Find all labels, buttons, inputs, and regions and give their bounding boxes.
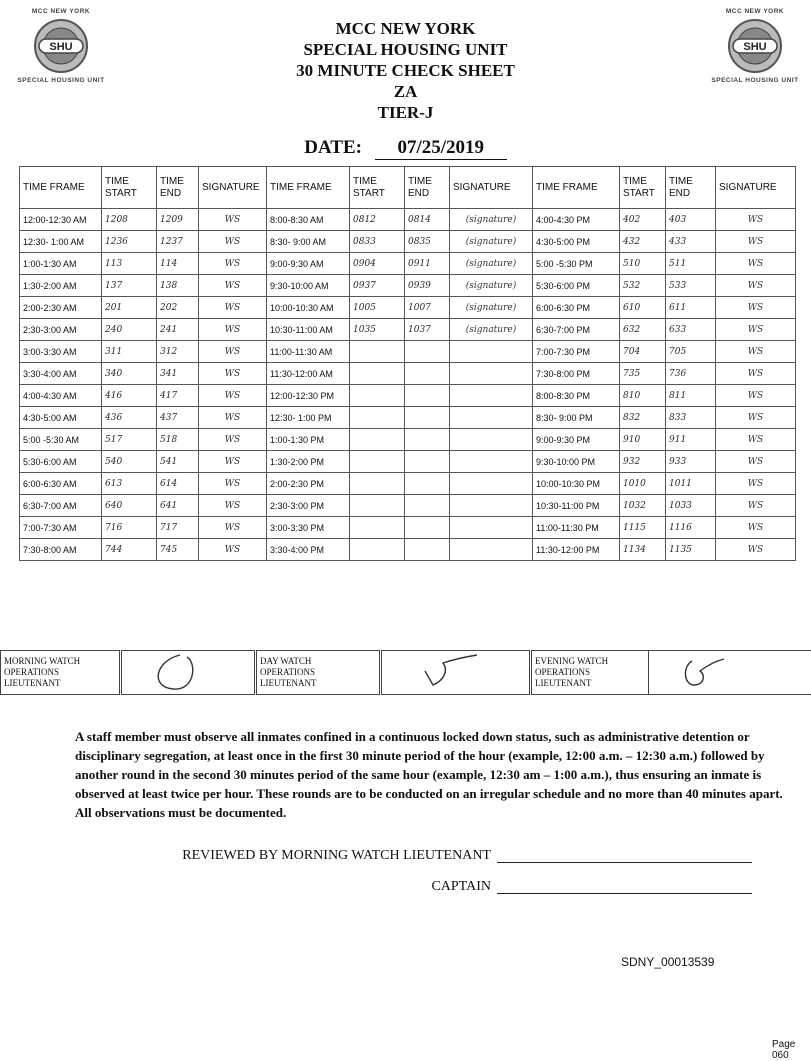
time-end-cell — [405, 363, 450, 385]
header-cell: TIME END — [666, 167, 716, 209]
title-line-4: ZA — [230, 81, 581, 102]
instructions-paragraph: A staff member must observe all inmates confined in a continuous locked down status, such as administrative detention or disciplinary segregation, at least once in the first 30 minute period of the hour (example, 12:00 a.m. – 12:30 a.m.) followed by another round in the second 30 minutes period of the same hour (example, 12:30 am – 1:00 a.m.), thus ensuring an inmate is observed at least twice per hour. These rounds are to be conducted on an irregular schedule and no more than 40 minutes apart. All observations must be documented. — [75, 727, 790, 822]
time-end-cell: 433 — [666, 231, 716, 253]
time-start-cell — [350, 451, 405, 473]
time-frame-cell: 12:00-12:30 AM — [20, 209, 102, 231]
reviewed-by-signature-line — [497, 848, 752, 863]
signature-cell: WS — [716, 363, 796, 385]
time-end-cell: 511 — [666, 253, 716, 275]
time-end-cell: 833 — [666, 407, 716, 429]
time-end-cell: 518 — [157, 429, 199, 451]
signature-cell: WS — [199, 407, 267, 429]
time-frame-cell: 12:30- 1:00 AM — [20, 231, 102, 253]
logo-bottom-text: SPECIAL HOUSING UNIT — [6, 77, 116, 84]
signature-cell: WS — [716, 341, 796, 363]
signature-cell — [450, 495, 533, 517]
signature-cell: WS — [199, 495, 267, 517]
time-start-cell: 910 — [620, 429, 666, 451]
date-value: 07/25/2019 — [375, 137, 507, 160]
time-end-cell: 745 — [157, 539, 199, 561]
signature-cell: WS — [199, 341, 267, 363]
time-start-cell: 1010 — [620, 473, 666, 495]
time-frame-cell: 1:30-2:00 AM — [20, 275, 102, 297]
time-end-cell: 0911 — [405, 253, 450, 275]
time-start-cell — [350, 495, 405, 517]
time-end-cell: 417 — [157, 385, 199, 407]
time-start-cell — [350, 363, 405, 385]
signature-cell: WS — [716, 473, 796, 495]
time-end-cell — [405, 451, 450, 473]
signature-cell: (signature) — [450, 231, 533, 253]
table-row — [20, 253, 796, 275]
signature-cell — [450, 407, 533, 429]
time-start-cell: 0833 — [350, 231, 405, 253]
table-header-row — [20, 167, 796, 209]
logo-emblem-text: SHU — [743, 41, 766, 53]
time-end-cell: 1037 — [405, 319, 450, 341]
time-frame-cell: 10:30-11:00 PM — [533, 495, 620, 517]
time-end-cell: 541 — [157, 451, 199, 473]
signature-cell: (signature) — [450, 209, 533, 231]
day-watch-label: DAY WATCH OPERATIONS LIEUTENANT — [256, 651, 381, 695]
time-frame-cell: 11:30-12:00 PM — [533, 539, 620, 561]
signature-cell — [450, 451, 533, 473]
time-frame-cell: 3:00-3:30 PM — [267, 517, 350, 539]
time-end-cell: 933 — [666, 451, 716, 473]
title-line-5: TIER-J — [230, 102, 581, 123]
time-frame-cell: 7:00-7:30 PM — [533, 341, 620, 363]
handwritten-signature-icon — [385, 651, 525, 691]
header-cell: SIGNATURE — [199, 167, 267, 209]
time-frame-cell: 5:00 -5:30 PM — [533, 253, 620, 275]
time-start-cell — [350, 429, 405, 451]
evening-watch-signature — [649, 651, 811, 695]
table-row — [20, 231, 796, 253]
date-row — [0, 137, 811, 160]
time-end-cell — [405, 517, 450, 539]
signature-cell: WS — [199, 517, 267, 539]
time-end-cell: 341 — [157, 363, 199, 385]
time-frame-cell: 6:00-6:30 AM — [20, 473, 102, 495]
evening-watch-label: EVENING WATCH OPERATIONS LIEUTENANT — [531, 651, 649, 695]
time-end-cell: 641 — [157, 495, 199, 517]
time-end-cell: 705 — [666, 341, 716, 363]
time-start-cell: 0812 — [350, 209, 405, 231]
signature-cell: WS — [716, 209, 796, 231]
signature-cell: WS — [199, 253, 267, 275]
time-end-cell: 533 — [666, 275, 716, 297]
title-line-3: 30 MINUTE CHECK SHEET — [230, 60, 581, 81]
time-frame-cell: 3:30-4:00 PM — [267, 539, 350, 561]
time-frame-cell: 9:30-10:00 AM — [267, 275, 350, 297]
time-frame-cell: 11:00-11:30 PM — [533, 517, 620, 539]
day-watch-signature — [381, 651, 531, 695]
signature-cell: WS — [716, 253, 796, 275]
table-row — [20, 539, 796, 561]
time-frame-cell: 3:00-3:30 AM — [20, 341, 102, 363]
signature-cell: WS — [716, 231, 796, 253]
time-end-cell: 1135 — [666, 539, 716, 561]
time-start-cell: 744 — [102, 539, 157, 561]
time-frame-cell: 6:00-6:30 PM — [533, 297, 620, 319]
time-start-cell: 0937 — [350, 275, 405, 297]
time-end-cell: 1011 — [666, 473, 716, 495]
time-frame-cell: 2:00-2:30 AM — [20, 297, 102, 319]
time-start-cell: 240 — [102, 319, 157, 341]
shu-emblem-icon — [31, 17, 91, 75]
header-cell: SIGNATURE — [450, 167, 533, 209]
signature-cell: WS — [199, 209, 267, 231]
time-end-cell: 1033 — [666, 495, 716, 517]
header-cell: TIME FRAME — [533, 167, 620, 209]
handwritten-signature-icon — [125, 651, 245, 691]
time-frame-cell: 11:00-11:30 AM — [267, 341, 350, 363]
time-start-cell: 1208 — [102, 209, 157, 231]
time-start-cell: 402 — [620, 209, 666, 231]
time-start-cell: 113 — [102, 253, 157, 275]
time-start-cell: 1032 — [620, 495, 666, 517]
time-start-cell: 517 — [102, 429, 157, 451]
time-end-cell: 1116 — [666, 517, 716, 539]
time-start-cell: 1035 — [350, 319, 405, 341]
signature-cell: WS — [199, 385, 267, 407]
signature-cell: WS — [199, 231, 267, 253]
table-row — [20, 341, 796, 363]
time-frame-cell: 9:30-10:00 PM — [533, 451, 620, 473]
time-start-cell: 632 — [620, 319, 666, 341]
time-end-cell: 717 — [157, 517, 199, 539]
time-frame-cell: 6:30-7:00 AM — [20, 495, 102, 517]
morning-watch-label: MORNING WATCH OPERATIONS LIEUTENANT — [1, 651, 121, 695]
time-start-cell: 1115 — [620, 517, 666, 539]
time-frame-cell: 2:30-3:00 AM — [20, 319, 102, 341]
handwritten-signature-icon — [652, 651, 802, 691]
time-frame-cell: 6:30-7:00 PM — [533, 319, 620, 341]
time-end-cell: 1209 — [157, 209, 199, 231]
signature-cell: (signature) — [450, 275, 533, 297]
time-frame-cell: 4:30-5:00 AM — [20, 407, 102, 429]
table-row — [20, 407, 796, 429]
time-frame-cell: 3:30-4:00 AM — [20, 363, 102, 385]
reviewed-by-label: REVIEWED BY MORNING WATCH LIEUTENANT — [182, 848, 491, 864]
shu-emblem-icon — [725, 17, 785, 75]
logo-emblem-text: SHU — [49, 41, 72, 53]
logo-top-text: MCC NEW YORK — [6, 8, 116, 15]
signature-cell — [450, 341, 533, 363]
signature-cell: WS — [716, 407, 796, 429]
captain-label: CAPTAIN — [431, 879, 491, 895]
time-end-cell — [405, 473, 450, 495]
watch-lieutenant-table — [0, 650, 811, 695]
time-frame-cell: 2:00-2:30 PM — [267, 473, 350, 495]
signature-cell — [450, 517, 533, 539]
time-frame-cell: 12:30- 1:00 PM — [267, 407, 350, 429]
time-frame-cell: 8:30- 9:00 PM — [533, 407, 620, 429]
table-row — [20, 319, 796, 341]
table-row — [20, 429, 796, 451]
time-end-cell — [405, 429, 450, 451]
time-end-cell: 0814 — [405, 209, 450, 231]
signature-cell: WS — [716, 539, 796, 561]
signature-cell — [450, 473, 533, 495]
header-cell: TIME FRAME — [267, 167, 350, 209]
time-start-cell: 532 — [620, 275, 666, 297]
time-frame-cell: 8:00-8:30 AM — [267, 209, 350, 231]
signature-cell: WS — [716, 495, 796, 517]
header-cell: TIME FRAME — [20, 167, 102, 209]
header-cell: TIME END — [405, 167, 450, 209]
signature-cell: WS — [716, 429, 796, 451]
logo-top-text: MCC NEW YORK — [700, 8, 810, 15]
check-sheet-table — [19, 166, 796, 561]
time-end-cell: 1237 — [157, 231, 199, 253]
title-line-2: SPECIAL HOUSING UNIT — [230, 39, 581, 60]
time-start-cell — [350, 539, 405, 561]
logo-bottom-text: SPECIAL HOUSING UNIT — [700, 77, 810, 84]
time-start-cell: 704 — [620, 341, 666, 363]
time-end-cell — [405, 341, 450, 363]
time-frame-cell: 10:00-10:30 AM — [267, 297, 350, 319]
time-end-cell: 202 — [157, 297, 199, 319]
time-end-cell: 0939 — [405, 275, 450, 297]
time-frame-cell: 8:30- 9:00 AM — [267, 231, 350, 253]
table-row — [20, 297, 796, 319]
time-end-cell: 1007 — [405, 297, 450, 319]
time-start-cell: 436 — [102, 407, 157, 429]
signature-cell: WS — [199, 451, 267, 473]
time-start-cell: 716 — [102, 517, 157, 539]
time-end-cell: 138 — [157, 275, 199, 297]
time-end-cell: 0835 — [405, 231, 450, 253]
time-frame-cell: 4:00-4:30 AM — [20, 385, 102, 407]
time-end-cell: 911 — [666, 429, 716, 451]
table-row — [20, 451, 796, 473]
time-frame-cell: 4:00-4:30 PM — [533, 209, 620, 231]
time-end-cell: 241 — [157, 319, 199, 341]
table-row — [20, 363, 796, 385]
header-cell: SIGNATURE — [716, 167, 796, 209]
time-frame-cell: 10:30-11:00 AM — [267, 319, 350, 341]
time-frame-cell: 8:00-8:30 PM — [533, 385, 620, 407]
signature-cell: WS — [716, 451, 796, 473]
time-end-cell: 614 — [157, 473, 199, 495]
table-body — [20, 209, 796, 561]
time-start-cell: 416 — [102, 385, 157, 407]
time-start-cell: 311 — [102, 341, 157, 363]
time-start-cell: 201 — [102, 297, 157, 319]
signature-cell — [450, 539, 533, 561]
time-frame-cell: 7:30-8:00 AM — [20, 539, 102, 561]
time-start-cell — [350, 385, 405, 407]
signature-cell: WS — [199, 539, 267, 561]
table-row — [20, 473, 796, 495]
signature-cell — [450, 385, 533, 407]
time-end-cell: 736 — [666, 363, 716, 385]
signature-cell: WS — [199, 363, 267, 385]
time-frame-cell: 5:00 -5:30 AM — [20, 429, 102, 451]
time-frame-cell: 1:30-2:00 PM — [267, 451, 350, 473]
time-frame-cell: 9:00-9:30 PM — [533, 429, 620, 451]
time-start-cell: 1134 — [620, 539, 666, 561]
time-start-cell: 0904 — [350, 253, 405, 275]
signature-cell: WS — [716, 275, 796, 297]
title-line-1: MCC NEW YORK — [230, 18, 581, 39]
time-frame-cell: 5:30-6:00 PM — [533, 275, 620, 297]
table-row — [20, 517, 796, 539]
document-title — [230, 18, 581, 123]
time-start-cell — [350, 517, 405, 539]
time-end-cell: 312 — [157, 341, 199, 363]
signature-cell: WS — [199, 297, 267, 319]
header-cell: TIME START — [620, 167, 666, 209]
signature-cell: WS — [716, 385, 796, 407]
time-frame-cell: 4:30-5:00 PM — [533, 231, 620, 253]
time-end-cell — [405, 407, 450, 429]
shu-logo-right — [700, 8, 810, 84]
signature-cell: WS — [716, 319, 796, 341]
table-row — [20, 385, 796, 407]
time-start-cell: 640 — [102, 495, 157, 517]
time-start-cell: 432 — [620, 231, 666, 253]
time-start-cell: 810 — [620, 385, 666, 407]
time-end-cell: 611 — [666, 297, 716, 319]
time-frame-cell: 2:30-3:00 PM — [267, 495, 350, 517]
signature-cell: WS — [199, 429, 267, 451]
table-row — [20, 495, 796, 517]
time-start-cell: 932 — [620, 451, 666, 473]
time-frame-cell: 1:00-1:30 PM — [267, 429, 350, 451]
time-end-cell: 811 — [666, 385, 716, 407]
time-frame-cell: 11:30-12:00 AM — [267, 363, 350, 385]
watch-row — [1, 651, 811, 695]
time-start-cell: 1005 — [350, 297, 405, 319]
signature-cell: WS — [199, 319, 267, 341]
time-frame-cell: 1:00-1:30 AM — [20, 253, 102, 275]
time-frame-cell: 9:00-9:30 AM — [267, 253, 350, 275]
time-start-cell — [350, 341, 405, 363]
captain-signature-line — [497, 879, 752, 894]
time-start-cell: 540 — [102, 451, 157, 473]
signature-cell: (signature) — [450, 319, 533, 341]
time-start-cell: 613 — [102, 473, 157, 495]
signature-cell: (signature) — [450, 297, 533, 319]
signature-cell: WS — [716, 517, 796, 539]
signature-cell: (signature) — [450, 253, 533, 275]
header-cell: TIME START — [350, 167, 405, 209]
time-end-cell: 437 — [157, 407, 199, 429]
time-start-cell — [350, 407, 405, 429]
time-end-cell — [405, 539, 450, 561]
header-cell: TIME START — [102, 167, 157, 209]
time-start-cell: 1236 — [102, 231, 157, 253]
signature-cell: WS — [199, 473, 267, 495]
shu-logo-left — [6, 8, 116, 84]
time-start-cell: 610 — [620, 297, 666, 319]
signature-cell: WS — [199, 275, 267, 297]
signature-cell — [450, 429, 533, 451]
time-frame-cell: 5:30-6:00 AM — [20, 451, 102, 473]
time-frame-cell: 7:00-7:30 AM — [20, 517, 102, 539]
time-end-cell: 633 — [666, 319, 716, 341]
header-cell: TIME END — [157, 167, 199, 209]
time-end-cell — [405, 385, 450, 407]
date-label: DATE: — [304, 137, 362, 158]
signature-cell — [450, 363, 533, 385]
time-start-cell: 340 — [102, 363, 157, 385]
time-start-cell: 510 — [620, 253, 666, 275]
time-end-cell: 403 — [666, 209, 716, 231]
page-number: Page 060 — [772, 1039, 811, 1061]
time-frame-cell: 10:00-10:30 PM — [533, 473, 620, 495]
bates-number: SDNY_00013539 — [621, 955, 714, 969]
signature-cell: WS — [716, 297, 796, 319]
table-row — [20, 275, 796, 297]
time-start-cell — [350, 473, 405, 495]
time-end-cell: 114 — [157, 253, 199, 275]
time-start-cell: 137 — [102, 275, 157, 297]
table-row — [20, 209, 796, 231]
time-frame-cell: 7:30-8:00 PM — [533, 363, 620, 385]
time-end-cell — [405, 495, 450, 517]
time-start-cell: 735 — [620, 363, 666, 385]
time-start-cell: 832 — [620, 407, 666, 429]
morning-watch-signature — [121, 651, 256, 695]
time-frame-cell: 12:00-12:30 PM — [267, 385, 350, 407]
